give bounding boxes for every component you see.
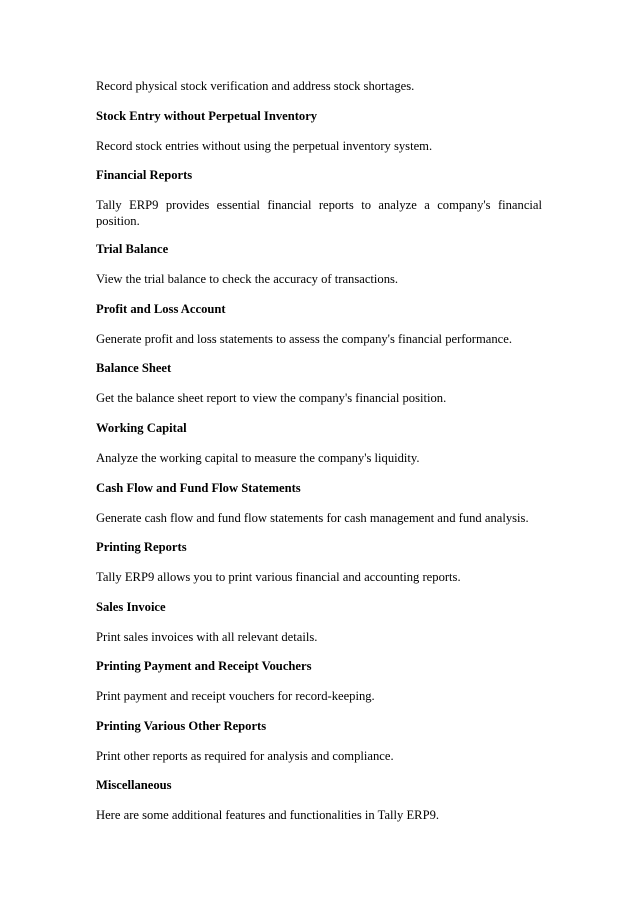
- heading-cash-flow: Cash Flow and Fund Flow Statements: [96, 481, 301, 495]
- paragraph-printing-reports: Tally ERP9 allows you to print various financial and accounting reports.: [96, 570, 461, 584]
- heading-balance-sheet: Balance Sheet: [96, 361, 172, 375]
- paragraph-miscellaneous: Here are some additional features and functionalities in Tally ERP9.: [96, 808, 440, 822]
- paragraph-physical-stock: Record physical stock verification and address stock shortages.: [96, 79, 415, 93]
- paragraph-other-reports: Print other reports as required for analysis and compliance.: [96, 749, 394, 763]
- paragraph-trial-balance: View the trial balance to check the accuracy of transactions.: [96, 272, 399, 286]
- heading-profit-loss: Profit and Loss Account: [96, 302, 226, 316]
- paragraph-stock-entry: Record stock entries without using the perpetual inventory system.: [96, 139, 433, 153]
- paragraph-cash-flow: Generate cash flow and fund flow statements for cash management and fund analysis.: [96, 511, 529, 525]
- paragraph-sales-invoice: Print sales invoices with all relevant details.: [96, 630, 318, 644]
- paragraph-financial-reports: Tally ERP9 provides essential financial reports to analyze a company's financial position.: [96, 198, 542, 228]
- paragraph-balance-sheet: Get the balance sheet report to view the company's financial position.: [96, 391, 447, 405]
- paragraph-working-capital: Analyze the working capital to measure the company's liquidity.: [96, 451, 420, 465]
- heading-financial-reports: Financial Reports: [96, 168, 193, 182]
- heading-trial-balance: Trial Balance: [96, 242, 169, 256]
- heading-printing-reports: Printing Reports: [96, 540, 187, 554]
- paragraph-payment-receipt-vouchers: Print payment and receipt vouchers for record-keeping.: [96, 689, 375, 703]
- paragraph-profit-loss: Generate profit and loss statements to assess the company's financial performance.: [96, 332, 512, 346]
- heading-other-reports: Printing Various Other Reports: [96, 719, 267, 733]
- heading-payment-receipt-vouchers: Printing Payment and Receipt Vouchers: [96, 659, 312, 673]
- heading-miscellaneous: Miscellaneous: [96, 778, 172, 792]
- heading-working-capital: Working Capital: [96, 421, 187, 435]
- heading-stock-entry: Stock Entry without Perpetual Inventory: [96, 109, 318, 123]
- heading-sales-invoice: Sales Invoice: [96, 600, 166, 614]
